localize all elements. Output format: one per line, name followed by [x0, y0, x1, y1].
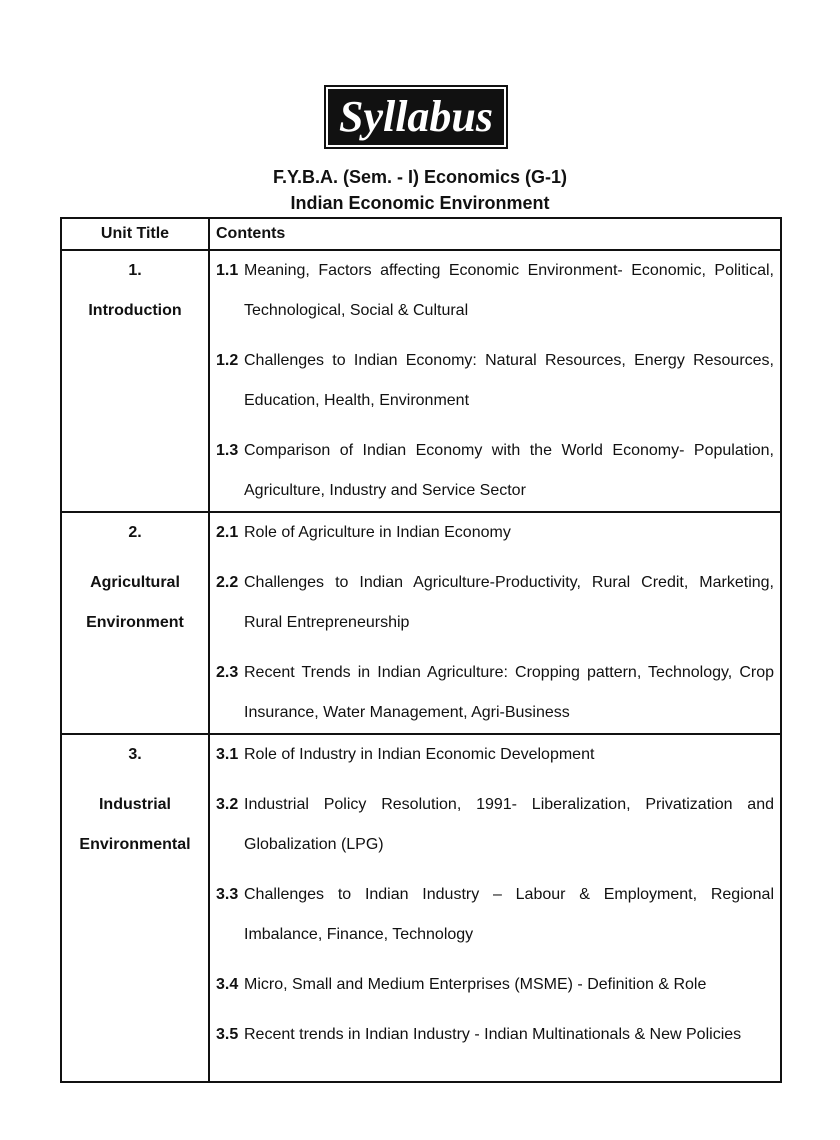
- syllabus-title-box: [324, 85, 508, 149]
- item-number: 3.1: [216, 746, 239, 763]
- list-item: [216, 563, 774, 643]
- unit-3-contents: [209, 734, 781, 1082]
- list-item: [216, 735, 774, 775]
- unit-2-title-line1: Agricultural: [90, 574, 180, 591]
- course-heading: F.Y.B.A. (Sem. - I) Economics (G-1): [272, 167, 568, 187]
- list-item: [216, 653, 774, 733]
- item-number: 2.1: [216, 524, 239, 541]
- item-number: 3.4: [216, 976, 239, 993]
- item-text: Role of Industry in Indian Economic Development: [244, 746, 595, 763]
- syllabus-table: [60, 217, 782, 1083]
- table-row-unit-1: [61, 250, 781, 512]
- item-text: Recent Trends in Indian Agriculture: Cropping pattern, Technology, Crop Insurance, Water Management, Agri-Business: [244, 664, 774, 721]
- subject-heading: Indian Economic Environment: [290, 193, 550, 213]
- item-text: Challenges to Indian Agriculture-Productivity, Rural Credit, Marketing, Rural Entrepreneurship: [244, 574, 774, 631]
- item-number: 2.2: [216, 574, 239, 591]
- item-text: Challenges to Indian Industry – Labour & Employment, Regional Imbalance, Finance, Technology: [244, 886, 774, 943]
- item-number: 1.1: [216, 262, 239, 279]
- item-text: Industrial Policy Resolution, 1991- Liberalization, Privatization and Globalization (LPG): [244, 796, 774, 853]
- unit-2-contents: [209, 512, 781, 734]
- item-number: 3.2: [216, 796, 239, 813]
- unit-1-cell: [61, 250, 209, 512]
- item-text: Challenges to Indian Economy: Natural Resources, Energy Resources, Education, Health, Environment: [244, 352, 774, 409]
- unit-1-title: Introduction: [88, 302, 182, 319]
- list-item: [216, 513, 774, 553]
- table-header-row: [61, 218, 781, 250]
- list-item: [216, 251, 774, 331]
- unit-3-number: 3.: [128, 746, 142, 763]
- unit-1-contents: [209, 250, 781, 512]
- unit-3-title-line2: Environmental: [79, 836, 191, 853]
- item-number: 3.5: [216, 1026, 239, 1043]
- item-number: 1.2: [216, 352, 239, 369]
- unit-2-number: 2.: [128, 524, 142, 541]
- list-item: [216, 341, 774, 421]
- item-text: Recent trends in Indian Industry - Indian Multinationals & New Policies: [244, 1026, 742, 1043]
- unit-1-number: 1.: [128, 262, 142, 279]
- unit-2-cell: [61, 512, 209, 734]
- list-item: [216, 1015, 774, 1055]
- table-row-unit-3: [61, 734, 781, 1082]
- item-number: 2.3: [216, 664, 239, 681]
- syllabus-title: Syllabus: [338, 92, 494, 141]
- item-number: 3.3: [216, 886, 239, 903]
- item-number: 1.3: [216, 442, 239, 459]
- table-row-unit-2: [61, 512, 781, 734]
- unit-3-cell: [61, 734, 209, 1082]
- list-item: [216, 431, 774, 511]
- item-text: Role of Agriculture in Indian Economy: [244, 524, 511, 541]
- list-item: [216, 785, 774, 865]
- unit-title-header: Unit Title: [61, 218, 209, 250]
- list-item: [216, 875, 774, 955]
- list-item: [216, 965, 774, 1005]
- unit-3-title-line1: Industrial: [98, 796, 171, 813]
- item-text: Comparison of Indian Economy with the World Economy- Population, Agriculture, Industry and Service Sector: [244, 442, 774, 499]
- contents-header: Contents: [209, 218, 781, 250]
- unit-2-title-line2: Environment: [86, 614, 184, 631]
- item-text: Micro, Small and Medium Enterprises (MSME) - Definition & Role: [244, 976, 707, 993]
- item-text: Meaning, Factors affecting Economic Environment- Economic, Political, Technological, Social & Cultural: [244, 262, 774, 319]
